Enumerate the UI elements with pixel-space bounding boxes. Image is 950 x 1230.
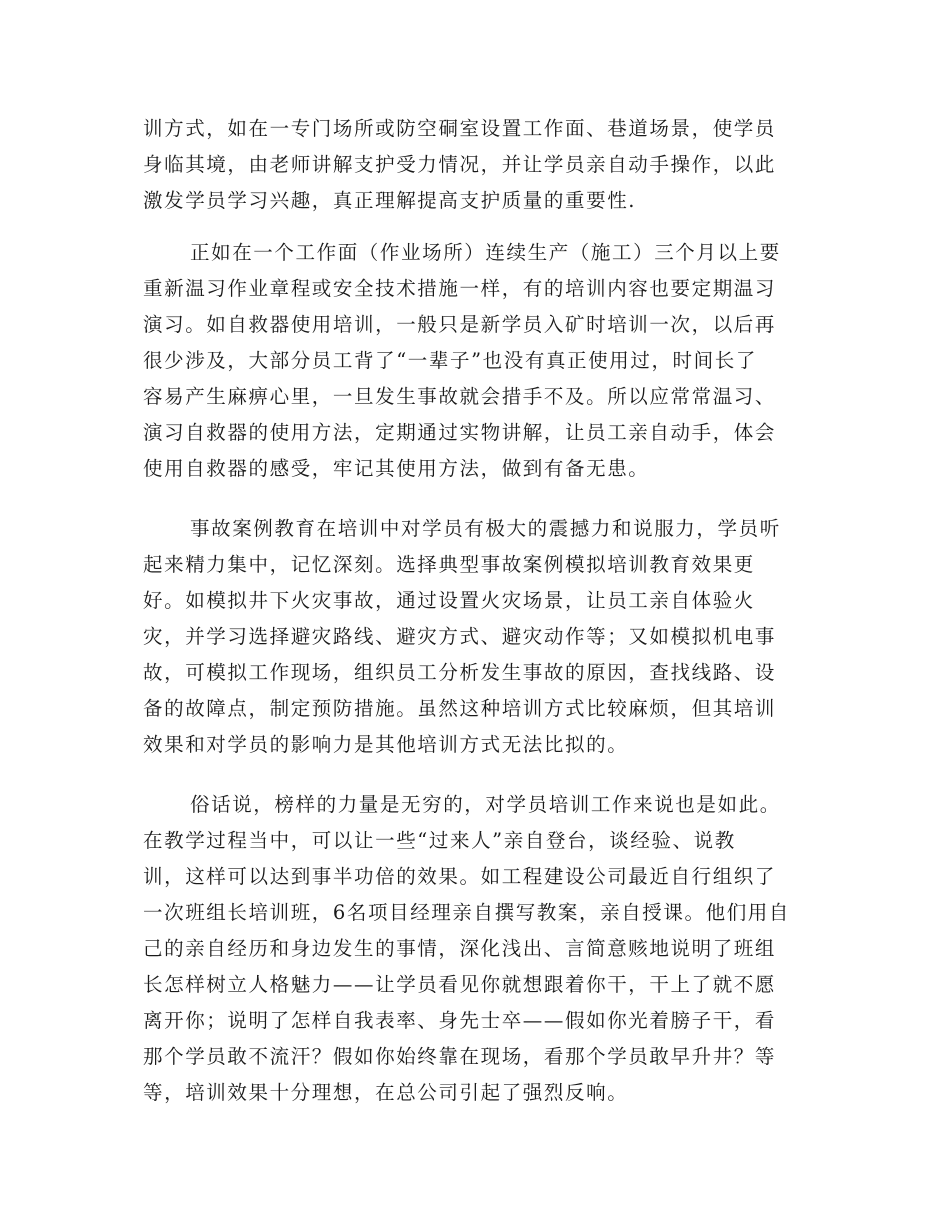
paragraph-line: 演习。如自救器使用培训，一般只是新学员入矿时培训一次，以后再 bbox=[143, 313, 777, 336]
paragraph-line: 俗话说，榜样的力量是无穷的，对学员培训工作来说也是如此。 bbox=[190, 793, 781, 816]
paragraph-line: 正如在一个工作面（作业场所）连续生产（施工）三个月以上要 bbox=[190, 241, 781, 264]
paragraph-line: 效果和对学员的影响力是其他培训方式无法比拟的。 bbox=[143, 733, 629, 756]
paragraph-line: 训，这样可以达到事半功倍的效果。如工程建设公司最近自行组织了 bbox=[143, 865, 777, 888]
paragraph-line: 在教学过程当中，可以让一些“过来人”亲自登台，谈经验、说教 bbox=[143, 829, 736, 852]
paragraph-line: 起来精力集中，记忆深刻。选择典型事故案例模拟培训教育效果更 bbox=[143, 553, 755, 576]
paragraph-line: 训方式，如在一专门场所或防空硐室设置工作面、巷道场景，使学员 bbox=[143, 117, 777, 140]
paragraph-line: 长怎样树立人格魅力——让学员看见你就想跟着你干，干上了就不愿 bbox=[143, 973, 777, 996]
paragraph-line: 事故案例教育在培训中对学员有极大的震撼力和说服力，学员听 bbox=[190, 517, 781, 540]
paragraph-line: 备的故障点，制定预防措施。虽然这种培训方式比较麻烦，但其培训 bbox=[143, 697, 777, 720]
paragraph-line: 离开你；说明了怎样自我表率、身先士卒——假如你光着膀子干，看 bbox=[143, 1009, 777, 1032]
paragraph-line: 灾，并学习选择避灾路线、避灾方式、避灾动作等；又如模拟机电事 bbox=[143, 625, 777, 648]
paragraph-line: 己的亲自经历和身边发生的事情，深化浅出、言简意赅地说明了班组 bbox=[143, 937, 777, 960]
paragraph-line: 激发学员学习兴趣，真正理解提高支护质量的重要性. bbox=[143, 189, 637, 212]
paragraph-line: 好。如模拟井下火灾事故，通过设置火灾场景，让员工亲自体验火 bbox=[143, 589, 755, 612]
paragraph-line: 故，可模拟工作现场，组织员工分析发生事故的原因，查找线路、设 bbox=[143, 661, 777, 684]
paragraph-line: 等，培训效果十分理想，在总公司引起了强烈反响。 bbox=[143, 1081, 629, 1104]
paragraph-line: 很少涉及，大部分员工背了“一辈子”也没有真正使用过，时间长了 bbox=[143, 349, 757, 372]
paragraph-line: 使用自救器的感受，牢记其使用方法，做到有备无患。 bbox=[143, 457, 650, 480]
paragraph-line: 重新温习作业章程或安全技术措施一样，有的培训内容也要定期温习 bbox=[143, 277, 777, 300]
paragraph-line: 一次班组长培训班，6名项目经理亲自撰写教案，亲自授课。他们用自 bbox=[143, 901, 791, 924]
paragraph-line: 演习自救器的使用方法，定期通过实物讲解，让员工亲自动手，体会 bbox=[143, 421, 777, 444]
paragraph-line: 那个学员敢不流汗？假如你始终靠在现场，看那个学员敢早升井？等 bbox=[143, 1045, 777, 1068]
paragraph-line: 身临其境，由老师讲解支护受力情况，并让学员亲自动手操作，以此 bbox=[143, 153, 777, 176]
paragraph-line: 容易产生麻痹心里，一旦发生事故就会措手不及。所以应常常温习、 bbox=[143, 385, 777, 408]
